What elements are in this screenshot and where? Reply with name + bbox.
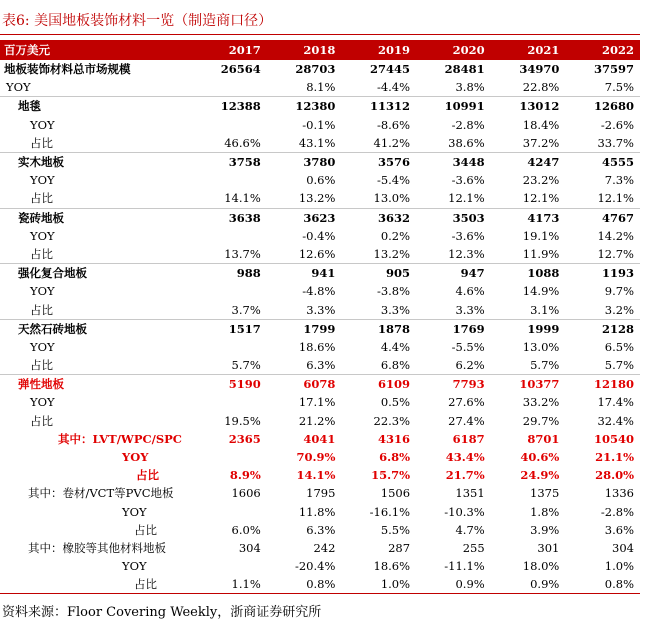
table-cell: 0.8% bbox=[565, 575, 640, 594]
table-cell: 12380 bbox=[267, 97, 342, 116]
row-label: 天然石砖地板 bbox=[0, 319, 192, 338]
table-cell: 941 bbox=[267, 264, 342, 283]
table-cell: 304 bbox=[612, 540, 634, 555]
table-cell: 14.1% bbox=[296, 468, 336, 483]
table-cell: 3623 bbox=[267, 208, 342, 227]
table-row bbox=[0, 466, 640, 484]
table-cell: 988 bbox=[192, 264, 267, 283]
row-label: 地板装饰材料总市场规模 bbox=[4, 62, 131, 77]
table-cell: 27445 bbox=[370, 62, 411, 77]
table-cell: 27.6% bbox=[448, 395, 485, 410]
table-cell: 7793 bbox=[416, 375, 491, 394]
row-label: 占比 bbox=[30, 246, 53, 261]
table-cell: 3448 bbox=[416, 152, 491, 171]
row-label: 其中：LVT/WPC/SPC bbox=[58, 431, 182, 446]
table-cell: 1506 bbox=[380, 486, 411, 501]
table-cell: 4173 bbox=[491, 208, 566, 227]
table-cell: 13.2% bbox=[298, 191, 336, 206]
table-cell: 41.2% bbox=[373, 135, 411, 150]
table-row bbox=[0, 97, 640, 116]
table-cell: 12180 bbox=[565, 375, 640, 394]
table-cell: 0.2% bbox=[380, 228, 411, 243]
table-row bbox=[0, 60, 640, 78]
row-label: 强化复合地板 bbox=[0, 264, 192, 283]
table-cell: 8701 bbox=[527, 431, 560, 446]
table-cell: 18.6% bbox=[373, 559, 411, 574]
table-row bbox=[0, 134, 640, 153]
table-cell: 4555 bbox=[565, 152, 640, 171]
table-cell: 6.3% bbox=[306, 522, 336, 537]
table-row bbox=[0, 245, 640, 264]
table-row bbox=[0, 152, 640, 171]
table-cell bbox=[192, 393, 267, 411]
table-cell: 12.7% bbox=[597, 246, 634, 261]
table-cell: 26564 bbox=[220, 62, 261, 77]
table-cell: 1517 bbox=[192, 319, 267, 338]
row-label: 地毯 bbox=[0, 97, 192, 116]
table-cell: 22.3% bbox=[373, 413, 411, 428]
row-label: YOY bbox=[122, 504, 147, 519]
table-cell: 1193 bbox=[565, 264, 640, 283]
table-cell: 242 bbox=[313, 540, 336, 555]
row-label: 占比 bbox=[30, 413, 53, 428]
table-cell: 1799 bbox=[267, 319, 342, 338]
row-label: YOY bbox=[30, 117, 55, 132]
table-cell: 947 bbox=[416, 264, 491, 283]
table-cell: 1375 bbox=[530, 486, 560, 501]
row-label: YOY bbox=[30, 173, 55, 188]
table-cell: 3.1% bbox=[530, 302, 560, 317]
table-cell: 12388 bbox=[192, 97, 267, 116]
header-year: 2017 bbox=[192, 40, 267, 60]
table-cell: 905 bbox=[341, 264, 416, 283]
table-row bbox=[0, 557, 640, 575]
table-cell: -3.6% bbox=[451, 173, 485, 188]
table-cell: 11.9% bbox=[522, 246, 560, 261]
header-year: 2022 bbox=[565, 40, 640, 60]
table-cell: -0.4% bbox=[302, 228, 336, 243]
row-label: YOY bbox=[30, 339, 55, 354]
table-cell: 17.1% bbox=[298, 395, 336, 410]
table-cell: 3.6% bbox=[604, 522, 634, 537]
table-cell bbox=[192, 338, 267, 356]
table-cell: 13.0% bbox=[373, 191, 411, 206]
table-cell: 6.8% bbox=[379, 450, 411, 465]
table-cell: 3632 bbox=[341, 208, 416, 227]
table-cell: 1769 bbox=[416, 319, 491, 338]
table-cell: 13.7% bbox=[224, 246, 261, 261]
table-cell: 11312 bbox=[341, 97, 416, 116]
table-cell: 1878 bbox=[341, 319, 416, 338]
table-row bbox=[0, 575, 640, 594]
table-cell bbox=[192, 227, 267, 245]
table-cell: 3.3% bbox=[380, 302, 411, 317]
table-cell: -4.8% bbox=[302, 284, 336, 299]
table-cell: 4.6% bbox=[455, 284, 485, 299]
table-cell: 43.1% bbox=[298, 135, 336, 150]
table-cell: 34970 bbox=[519, 62, 560, 77]
table-cell: 9.7% bbox=[604, 284, 634, 299]
table-cell: -5.5% bbox=[451, 339, 485, 354]
table-cell: 6109 bbox=[341, 375, 416, 394]
table-cell: 12.1% bbox=[448, 191, 485, 206]
table-row bbox=[0, 264, 640, 283]
table-cell: 301 bbox=[537, 540, 560, 555]
table-row bbox=[0, 338, 640, 356]
table-cell: 4041 bbox=[303, 431, 336, 446]
table-row bbox=[0, 375, 640, 394]
table-cell: 46.6% bbox=[224, 135, 261, 150]
table-row bbox=[0, 208, 640, 227]
table-cell: 1.0% bbox=[341, 575, 416, 594]
row-label: YOY bbox=[30, 395, 55, 410]
table-row bbox=[0, 430, 640, 448]
table-row bbox=[0, 78, 640, 97]
header-year: 2018 bbox=[267, 40, 342, 60]
table-cell: 40.6% bbox=[520, 450, 560, 465]
table-cell bbox=[192, 448, 267, 466]
table-row bbox=[0, 116, 640, 134]
table-cell: 1.8% bbox=[530, 504, 560, 519]
table-cell: -3.6% bbox=[451, 228, 485, 243]
table-cell: 37.2% bbox=[522, 135, 560, 150]
table-cell bbox=[192, 282, 267, 300]
row-label: 占比 bbox=[30, 358, 53, 373]
table-cell: 13012 bbox=[491, 97, 566, 116]
table-cell: 3576 bbox=[341, 152, 416, 171]
table-cell: -10.3% bbox=[444, 504, 485, 519]
table-cell bbox=[192, 171, 267, 189]
table-cell: 18.0% bbox=[522, 559, 560, 574]
table-cell: 0.6% bbox=[306, 173, 336, 188]
table-title: 表6: 美国地板装饰材料一览（制造商口径） bbox=[2, 13, 273, 29]
table-cell: 21.7% bbox=[445, 468, 485, 483]
table-row bbox=[0, 539, 640, 557]
table-cell: 17.4% bbox=[597, 395, 634, 410]
table-cell: 5190 bbox=[192, 375, 267, 394]
table-row bbox=[0, 484, 640, 502]
table-cell: 12680 bbox=[565, 97, 640, 116]
row-label: 其中：橡胶等其他材料地板 bbox=[28, 540, 166, 555]
table-cell: 7.3% bbox=[604, 173, 634, 188]
table-cell: 0.9% bbox=[491, 575, 566, 594]
table-cell: 1088 bbox=[491, 264, 566, 283]
table-cell: 3.3% bbox=[306, 302, 336, 317]
table-cell: 14.1% bbox=[224, 191, 261, 206]
row-label: 占比 bbox=[30, 191, 53, 206]
header-year: 2020 bbox=[416, 40, 491, 60]
table-cell: 1351 bbox=[455, 486, 485, 501]
table-cell: 3780 bbox=[267, 152, 342, 171]
table-cell: 8.9% bbox=[229, 468, 261, 483]
table-cell: 1606 bbox=[231, 486, 261, 501]
row-label: 占比 bbox=[134, 522, 157, 537]
table-cell: 255 bbox=[462, 540, 485, 555]
table-cell: -0.1% bbox=[302, 117, 336, 132]
row-label: YOY bbox=[6, 80, 31, 95]
table-cell: 6.5% bbox=[604, 339, 634, 354]
table-cell: 14.2% bbox=[597, 228, 634, 243]
table-cell: 1336 bbox=[604, 486, 634, 501]
table-cell: 18.6% bbox=[298, 339, 336, 354]
table-cell: 12.3% bbox=[448, 246, 485, 261]
row-label: YOY bbox=[122, 559, 147, 574]
table-cell: 3638 bbox=[192, 208, 267, 227]
table-cell: 14.9% bbox=[522, 284, 560, 299]
table-cell: 12.1% bbox=[522, 191, 560, 206]
table-cell: 6.0% bbox=[231, 522, 261, 537]
table-cell: 22.8% bbox=[522, 80, 560, 95]
table-row bbox=[0, 412, 640, 430]
table-cell: 21.1% bbox=[595, 450, 634, 465]
table-cell: 4767 bbox=[565, 208, 640, 227]
table-cell: 18.4% bbox=[522, 117, 560, 132]
table-cell: 6.3% bbox=[306, 358, 336, 373]
table-cell: -16.1% bbox=[369, 504, 411, 519]
row-label: 瓷砖地板 bbox=[0, 208, 192, 227]
table-cell: 12.6% bbox=[298, 246, 336, 261]
row-label: YOY bbox=[30, 228, 55, 243]
table-cell: 2365 bbox=[228, 431, 261, 446]
table-cell: 3503 bbox=[416, 208, 491, 227]
table-cell: 3.8% bbox=[455, 80, 485, 95]
table-cell bbox=[192, 78, 267, 97]
table-cell: 33.2% bbox=[522, 395, 560, 410]
table-cell: 6.2% bbox=[455, 358, 485, 373]
header-year: 2021 bbox=[491, 40, 566, 60]
table-cell: 6187 bbox=[452, 431, 485, 446]
table-cell: 0.9% bbox=[416, 575, 491, 594]
table-cell: 5.7% bbox=[530, 358, 560, 373]
table-cell: 19.5% bbox=[224, 413, 261, 428]
table-cell: 3.3% bbox=[455, 302, 485, 317]
table-cell: 15.7% bbox=[371, 468, 411, 483]
table-cell bbox=[192, 116, 267, 134]
table-cell: 11.8% bbox=[298, 504, 336, 519]
flooring-materials-table bbox=[0, 40, 640, 594]
row-label: YOY bbox=[122, 450, 149, 465]
table-cell: 3.9% bbox=[530, 522, 560, 537]
table-row bbox=[0, 521, 640, 539]
table-cell: 7.5% bbox=[604, 80, 634, 95]
title-divider bbox=[0, 34, 640, 35]
table-cell: 12.1% bbox=[597, 191, 634, 206]
table-row bbox=[0, 171, 640, 189]
table-cell: 1999 bbox=[491, 319, 566, 338]
row-label: YOY bbox=[30, 284, 55, 299]
table-cell: 4316 bbox=[378, 431, 411, 446]
table-cell bbox=[192, 557, 267, 575]
table-row bbox=[0, 300, 640, 319]
table-cell: 38.6% bbox=[448, 135, 485, 150]
table-cell: -2.8% bbox=[451, 117, 485, 132]
table-cell: 33.7% bbox=[597, 135, 634, 150]
row-label: 弹性地板 bbox=[0, 375, 192, 394]
table-row bbox=[0, 319, 640, 338]
header-unit: 百万美元 bbox=[0, 40, 192, 60]
table-cell: 4.4% bbox=[380, 339, 411, 354]
table-cell: 3.2% bbox=[604, 302, 634, 317]
table-cell: 28703 bbox=[295, 62, 336, 77]
row-label: 其中：卷材/VCT等PVC地板 bbox=[28, 486, 174, 501]
table-cell: 5.7% bbox=[604, 358, 634, 373]
table-row bbox=[0, 227, 640, 245]
table-cell: 1.1% bbox=[192, 575, 267, 594]
table-cell: 13.2% bbox=[373, 246, 411, 261]
table-cell: 8.1% bbox=[306, 80, 336, 95]
table-cell: 4247 bbox=[491, 152, 566, 171]
table-cell: 6.8% bbox=[380, 358, 411, 373]
table-row bbox=[0, 356, 640, 375]
table-cell: 1.0% bbox=[604, 559, 634, 574]
table-cell: 29.7% bbox=[522, 413, 560, 428]
table-cell: 304 bbox=[238, 540, 261, 555]
table-cell: 0.5% bbox=[380, 395, 411, 410]
table-cell: 28.0% bbox=[595, 468, 634, 483]
table-cell: -5.4% bbox=[376, 173, 411, 188]
table-header-row bbox=[0, 40, 640, 60]
table-cell: -3.8% bbox=[376, 284, 411, 299]
source-note: 资料来源：Floor Covering Weekly，浙商证券研究所 bbox=[2, 605, 322, 620]
table-cell: 19.1% bbox=[522, 228, 560, 243]
table-cell: -2.6% bbox=[600, 117, 634, 132]
table-cell: 24.9% bbox=[520, 468, 560, 483]
table-cell: 23.2% bbox=[522, 173, 560, 188]
table-cell: 1795 bbox=[306, 486, 336, 501]
row-label: 占比 bbox=[136, 468, 159, 483]
table-row bbox=[0, 503, 640, 521]
table-cell: 21.2% bbox=[298, 413, 336, 428]
table-row bbox=[0, 282, 640, 300]
table-row bbox=[0, 448, 640, 466]
table-cell: 287 bbox=[388, 540, 411, 555]
table-body bbox=[0, 60, 640, 594]
table-cell bbox=[192, 503, 267, 521]
table-cell: -4.4% bbox=[376, 80, 411, 95]
table-cell: 13.0% bbox=[522, 339, 560, 354]
table-cell: -2.8% bbox=[600, 504, 634, 519]
table-cell: 3.7% bbox=[231, 302, 261, 317]
table-cell: 6078 bbox=[267, 375, 342, 394]
row-label: 占比 bbox=[0, 575, 192, 594]
row-label: 占比 bbox=[30, 302, 53, 317]
table-cell: -8.6% bbox=[376, 117, 411, 132]
table-cell: 10991 bbox=[416, 97, 491, 116]
table-cell: 37597 bbox=[593, 62, 634, 77]
table-cell: 70.9% bbox=[296, 450, 336, 465]
table-cell: 3758 bbox=[192, 152, 267, 171]
header-year: 2019 bbox=[341, 40, 416, 60]
table-cell: 0.8% bbox=[267, 575, 342, 594]
table-cell: 5.7% bbox=[231, 358, 261, 373]
table-cell: -20.4% bbox=[294, 559, 336, 574]
table-cell: 43.4% bbox=[445, 450, 485, 465]
table-row bbox=[0, 189, 640, 208]
table-cell: -11.1% bbox=[444, 559, 485, 574]
table-cell: 28481 bbox=[444, 62, 485, 77]
row-label: 占比 bbox=[30, 135, 53, 150]
row-label: 实木地板 bbox=[0, 152, 192, 171]
table-row bbox=[0, 393, 640, 411]
table-cell: 2128 bbox=[565, 319, 640, 338]
table-cell: 4.7% bbox=[455, 522, 485, 537]
table-cell: 10377 bbox=[491, 375, 566, 394]
table-cell: 10540 bbox=[593, 431, 634, 446]
table-cell: 32.4% bbox=[597, 413, 634, 428]
table-cell: 27.4% bbox=[448, 413, 485, 428]
table-cell: 5.5% bbox=[380, 522, 411, 537]
